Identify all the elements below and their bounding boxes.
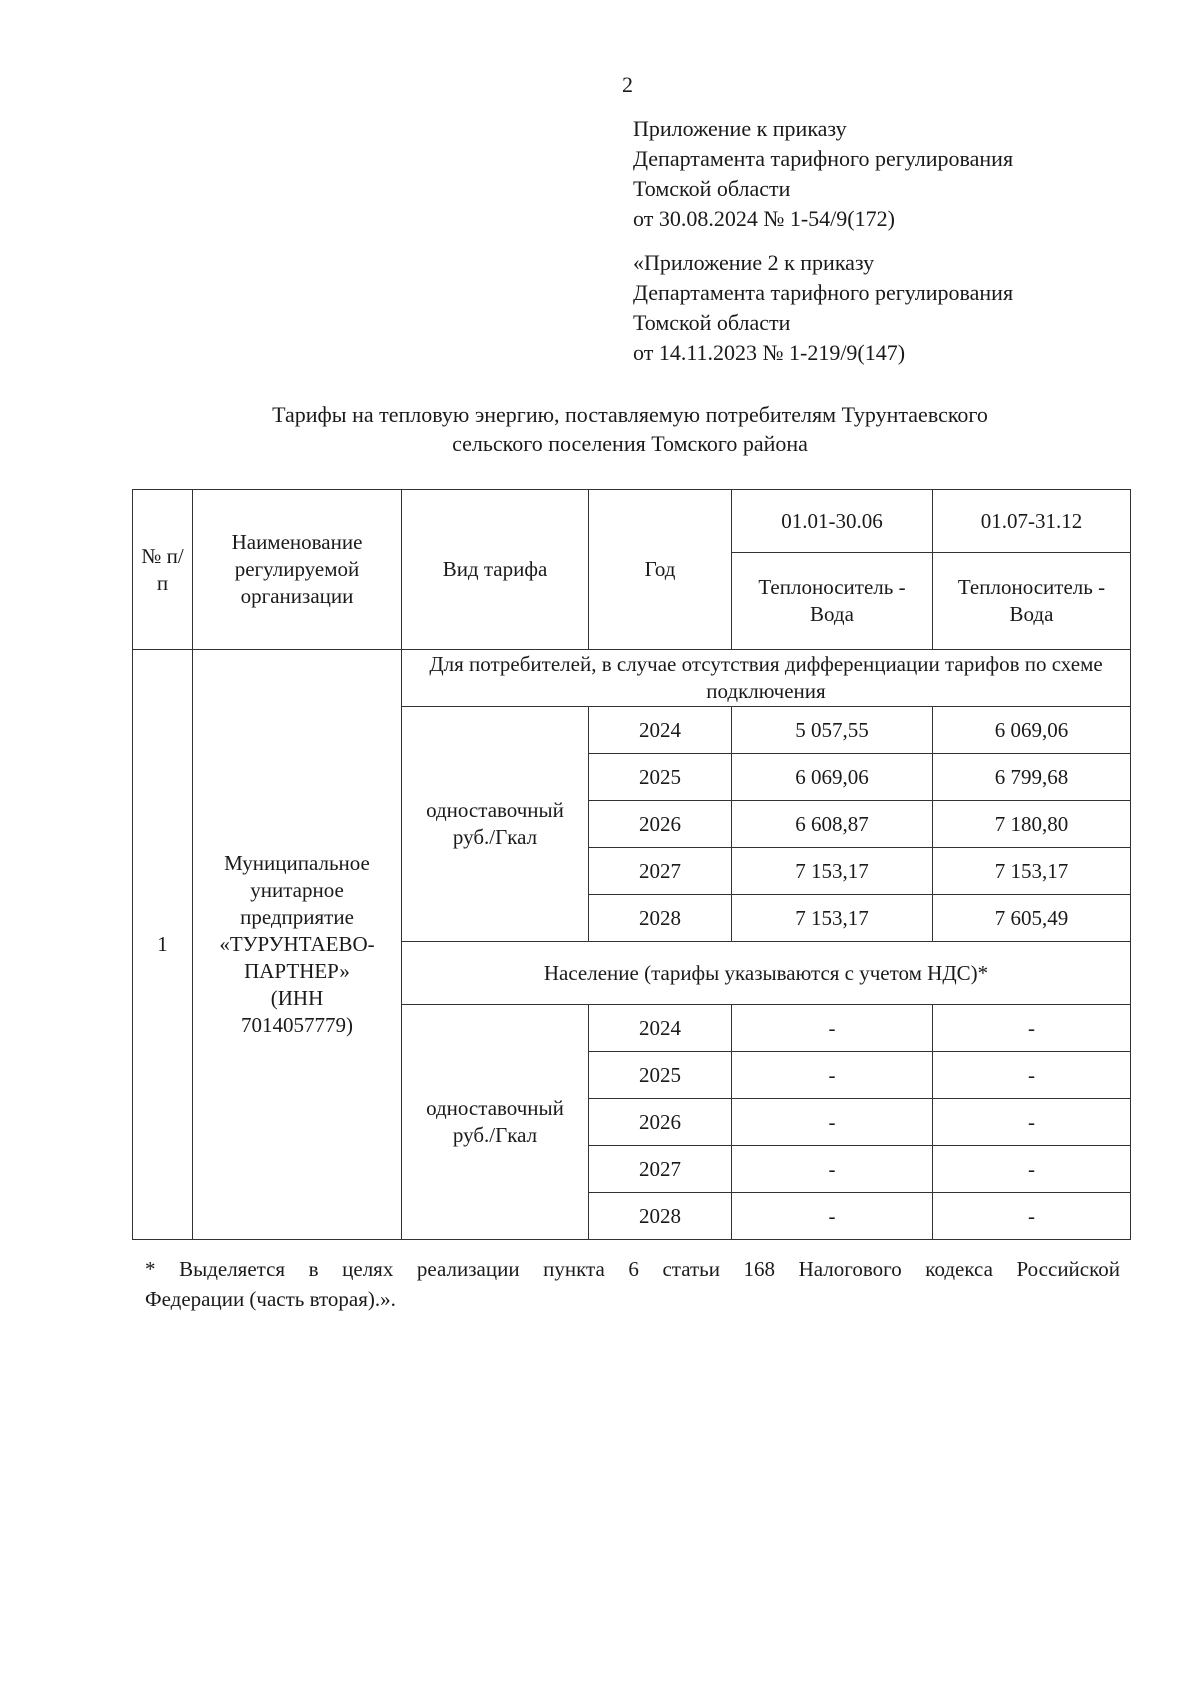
tariff-h2-cell: 6 069,06	[933, 707, 1131, 754]
appendix-line: Департамента тарифного регулирования	[633, 280, 1014, 305]
document-title	[130, 400, 1130, 458]
year-cell: 2025	[589, 754, 732, 801]
appendix-line: Томской области	[633, 176, 791, 201]
tariff-h2-cell: 7 180,80	[933, 801, 1131, 848]
tariff-h1-cell: 6 069,06	[732, 754, 933, 801]
section-heading: Население (тарифы указываются с учетом НДС)*	[402, 942, 1131, 1005]
header-organization: Наименование регулируемой организации	[193, 490, 402, 650]
tariff-unit-line: руб./Гкал	[452, 1123, 538, 1147]
year-cell: 2025	[589, 1052, 732, 1099]
footnote	[145, 1254, 1120, 1314]
header-tariff-type: Вид тарифа	[402, 490, 589, 650]
appendix-line: Департамента тарифного регулирования	[633, 146, 1014, 171]
tariff-h2-cell: -	[933, 1146, 1131, 1193]
appendix-header-current-order	[633, 114, 1013, 234]
tariff-h2-cell: -	[933, 1052, 1131, 1099]
tariff-h1-cell: 7 153,17	[732, 848, 933, 895]
appendix-line: Томской области	[633, 310, 791, 335]
tariff-h2-cell: 6 799,68	[933, 754, 1131, 801]
tariff-table	[132, 489, 1131, 1240]
year-cell: 2024	[589, 707, 732, 754]
org-line: унитарное	[250, 878, 344, 902]
year-cell: 2028	[589, 895, 732, 942]
tariff-unit-line: руб./Гкал	[452, 825, 538, 849]
tariff-h2-cell: 7 153,17	[933, 848, 1131, 895]
year-cell: 2026	[589, 801, 732, 848]
tariff-type-cell	[402, 707, 589, 942]
appendix-line: от 14.11.2023 № 1-219/9(147)	[633, 340, 906, 365]
section-heading: Для потребителей, в случае отсутствия дифференциации тарифов по схеме подключения	[402, 650, 1131, 707]
tariff-label-line: одноставочный	[426, 798, 564, 822]
tariff-h2-cell: -	[933, 1099, 1131, 1146]
appendix-line: от 30.08.2024 № 1-54/9(172)	[633, 206, 895, 231]
tariff-h1-cell: 6 608,87	[732, 801, 933, 848]
header-carrier-1: Теплоноситель - Вода	[732, 553, 933, 650]
header-period-1: 01.01-30.06	[732, 490, 933, 553]
page-number: 2	[622, 72, 633, 97]
year-cell: 2027	[589, 848, 732, 895]
tariff-h2-cell: -	[933, 1193, 1131, 1240]
appendix-line: «Приложение 2 к приказу	[633, 250, 875, 275]
header-period-2: 01.07-31.12	[933, 490, 1131, 553]
org-line: Муниципальное	[224, 851, 370, 875]
title-line: сельского поселения Томского района	[452, 431, 808, 456]
tariff-label-line: одноставочный	[426, 1096, 564, 1120]
org-line: «ТУРУНТАЕВО-	[219, 932, 375, 956]
year-cell: 2028	[589, 1193, 732, 1240]
header-num: № п/п	[133, 490, 193, 650]
tariff-h1-cell: 7 153,17	[732, 895, 933, 942]
tariff-h2-cell: 7 605,49	[933, 895, 1131, 942]
appendix-header-original-order	[633, 248, 1013, 368]
tariff-h1-cell: -	[732, 1099, 933, 1146]
appendix-line: Приложение к приказу	[633, 116, 847, 141]
footnote-line: * Выделяется в целях реализации пункта 6 статьи 168 Налогового кодекса Российской	[145, 1257, 1120, 1281]
title-line: Тарифы на тепловую энергию, поставляемую потребителям Турунтаевского	[272, 402, 988, 427]
tariff-h1-cell: 5 057,55	[732, 707, 933, 754]
organization-cell	[193, 650, 402, 1240]
tariff-h1-cell: -	[732, 1005, 933, 1052]
year-cell: 2026	[589, 1099, 732, 1146]
tariff-type-cell	[402, 1005, 589, 1240]
tariff-h1-cell: -	[732, 1146, 933, 1193]
header-year: Год	[589, 490, 732, 650]
year-cell: 2024	[589, 1005, 732, 1052]
tariff-h1-cell: -	[732, 1193, 933, 1240]
org-inn-line: 7014057779)	[241, 1013, 353, 1037]
footnote-line: Федерации (часть вторая).».	[145, 1287, 396, 1311]
org-inn-line: (ИНН	[270, 986, 324, 1010]
year-cell: 2027	[589, 1146, 732, 1193]
org-line: ПАРТНЕР»	[244, 959, 350, 983]
header-carrier-2: Теплоноситель - Вода	[933, 553, 1131, 650]
tariff-h2-cell: -	[933, 1005, 1131, 1052]
org-line: предприятие	[240, 905, 354, 929]
row-number: 1	[133, 650, 193, 1240]
tariff-h1-cell: -	[732, 1052, 933, 1099]
